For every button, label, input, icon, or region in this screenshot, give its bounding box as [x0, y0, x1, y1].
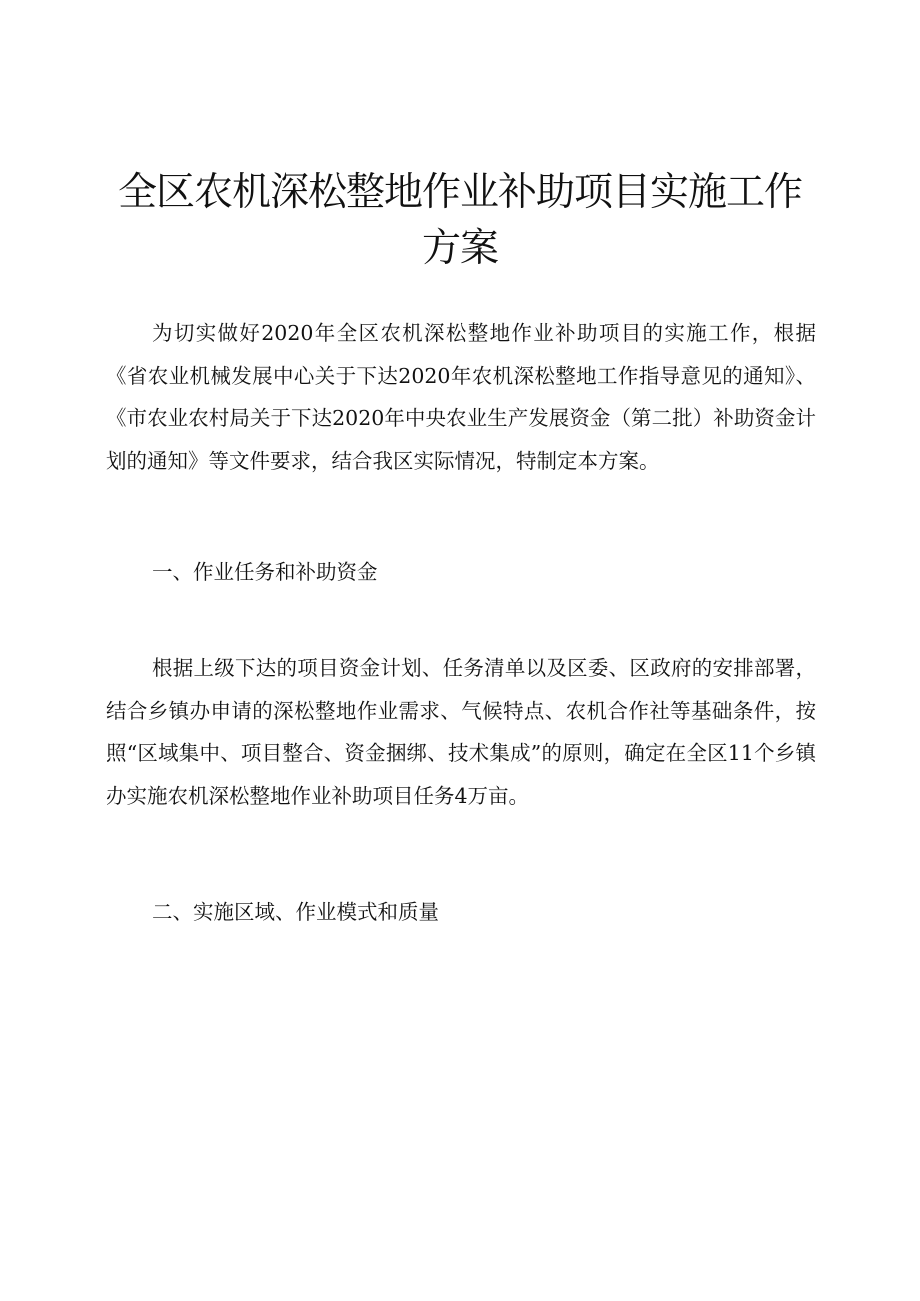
document-title [100, 165, 820, 277]
document-title-line-2: 方案 [421, 226, 498, 271]
section-1-paragraph: 根据上级下达的项目资金计划、任务清单以及区委、区政府的安排部署，结合乡镇办申请的深松整地作业需求、气候特点、农机合作社等基础条件，按照“区域集中、项目整合、资金捆绑、技术集成”的原则，确定在全区11个乡镇办实施农机深松整地作业补助项目任务4万亩。 [106, 656, 816, 808]
section-2-heading: 二、实施区域、作业模式和质量 [152, 900, 439, 924]
intro-paragraph: 为切实做好2020年全区农机深松整地作业补助项目的实施工作，根据《省农业机械发展中心关于下达2020年农机深松整地工作指导意见的通知》、《市农业农村局关于下达2020年中央农业生产发展资金（第二批）补助资金计划的通知》等文件要求，结合我区实际情况，特制定本方案。 [106, 321, 816, 473]
document-title-line-1: 全区农机深松整地作业补助项目实施工作 [117, 170, 802, 215]
section-1-heading: 一、作业任务和补助资金 [152, 560, 378, 584]
